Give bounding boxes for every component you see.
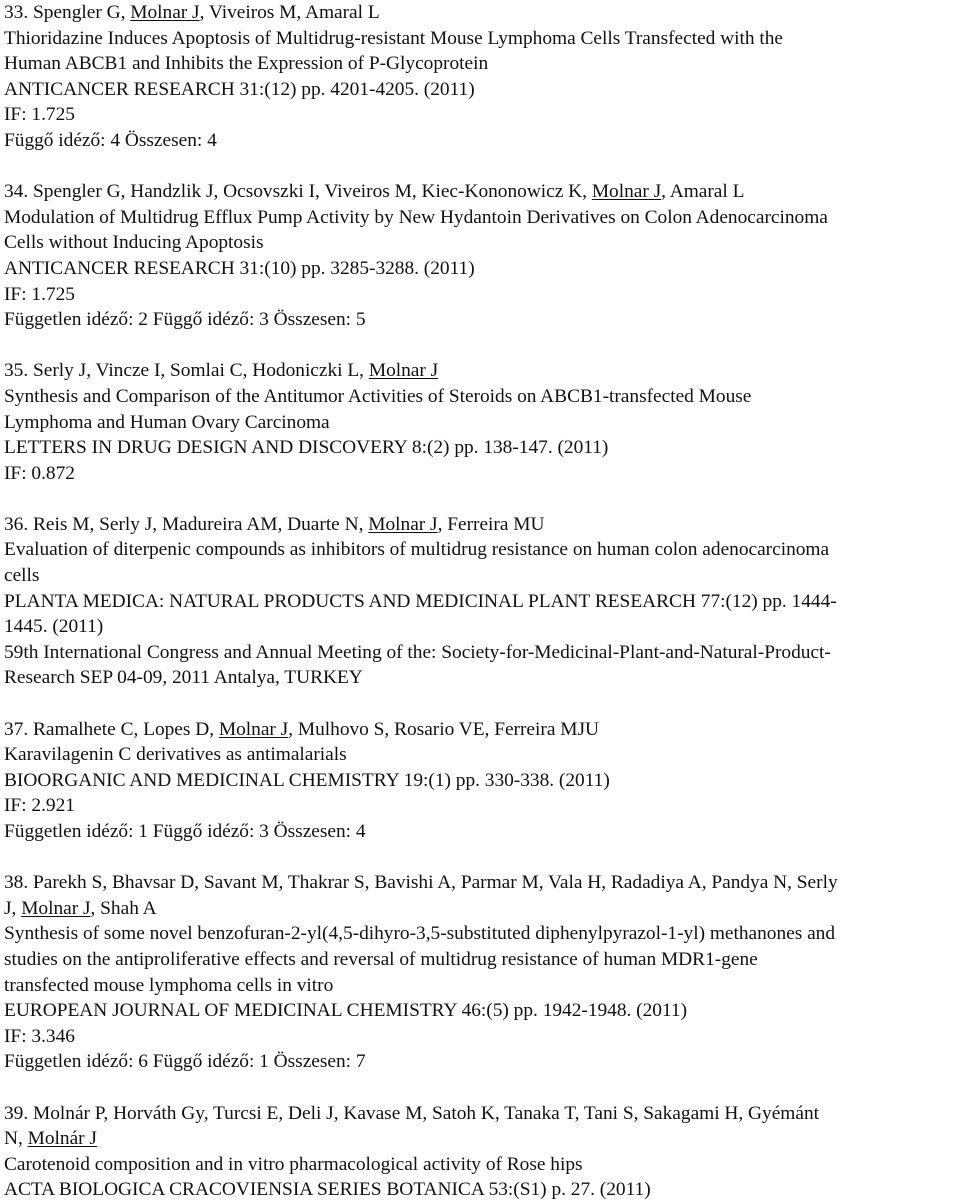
entry-line — [4, 1049, 960, 1075]
entry-text: , Amaral L — [661, 181, 745, 203]
entry-line — [4, 410, 960, 436]
entry-line — [4, 973, 960, 999]
publication-entry — [4, 870, 960, 1075]
entry-text: Evaluation of diterpenic compounds as inhibitors of multidrug resistance on human colon adenocarcinoma — [4, 539, 830, 561]
entry-spacer — [4, 333, 960, 359]
entry-text: 1445. (2011) — [4, 616, 104, 638]
entry-text: Carotenoid composition and in vitro pharmacological activity of Rose hips — [4, 1153, 583, 1175]
entry-text: 59th International Congress and Annual Meeting of the: Society-for-Medicinal-Plant-and-Natural-Product- — [4, 641, 831, 663]
entry-text: IF: 1.725 — [4, 283, 75, 305]
entry-text: Lymphoma and Human Ovary Carcinoma — [4, 411, 330, 433]
entry-line — [4, 819, 960, 845]
entry-text: IF: 0.872 — [4, 462, 75, 484]
publication-entry — [4, 358, 960, 486]
entry-line — [4, 282, 960, 308]
publication-entry — [4, 0, 960, 154]
entry-line — [4, 614, 960, 640]
entry-text: ANTICANCER RESEARCH 31:(10) pp. 3285-3288. (2011) — [4, 257, 475, 279]
entry-line — [4, 921, 960, 947]
entry-text: Synthesis of some novel benzofuran-2-yl(4,5-dihyro-3,5-substituted diphenylpyrazol-1-yl) methanones and — [4, 923, 836, 945]
entry-text: , Shah A — [90, 897, 157, 919]
entry-spacer — [4, 691, 960, 717]
entry-line — [4, 1024, 960, 1050]
highlighted-author: Molnár J — [27, 1128, 97, 1150]
highlighted-author: Molnar J — [218, 718, 289, 740]
entry-spacer — [4, 1075, 960, 1101]
publication-entry — [4, 179, 960, 333]
entry-text: PLANTA MEDICA: NATURAL PRODUCTS AND MEDICINAL PLANT RESEARCH 77:(12) pp. 1444- — [4, 590, 837, 612]
highlighted-author: Molnar J — [21, 897, 91, 919]
entry-line — [4, 768, 960, 794]
entry-line — [4, 256, 960, 282]
entry-text: cells — [4, 565, 40, 587]
entry-text: IF: 2.921 — [4, 795, 75, 817]
entry-line — [4, 205, 960, 231]
entry-line — [4, 230, 960, 256]
entry-text: Research SEP 04-09, 2011 Antalya, TURKEY — [4, 667, 363, 689]
entry-text: Cells without Inducing Apoptosis — [4, 232, 264, 254]
entry-text: ACTA BIOLOGICA CRACOVIENSIA SERIES BOTANICA 53:(S1) p. 27. (2011) — [4, 1179, 651, 1201]
entry-line — [4, 665, 960, 691]
entry-text: Független idéző: 2 Függő idéző: 3 Összesen: 5 — [4, 309, 366, 331]
entry-text: 37. Ramalhete C, Lopes D, — [4, 718, 219, 740]
highlighted-author: Molnar J — [591, 181, 662, 203]
entry-text: EUROPEAN JOURNAL OF MEDICINAL CHEMISTRY 46:(5) pp. 1942-1948. (2011) — [4, 1000, 688, 1022]
entry-text: , Ferreira MU — [437, 513, 545, 535]
entry-line — [4, 896, 960, 922]
entry-line — [4, 537, 960, 563]
highlighted-author: Molnar J — [130, 2, 200, 23]
entry-line — [4, 870, 960, 896]
publication-entry — [4, 717, 960, 845]
entry-line — [4, 307, 960, 333]
entry-line — [4, 128, 960, 154]
entry-line — [4, 1101, 960, 1127]
entry-spacer — [4, 845, 960, 871]
entry-line — [4, 26, 960, 52]
entry-line — [4, 102, 960, 128]
entry-line — [4, 640, 960, 666]
entry-line — [4, 947, 960, 973]
entry-text: BIOORGANIC AND MEDICINAL CHEMISTRY 19:(1) pp. 330-338. (2011) — [4, 769, 610, 791]
entry-line — [4, 563, 960, 589]
entry-text: Független idéző: 1 Függő idéző: 3 Összesen: 4 — [4, 821, 366, 842]
entry-text: Modulation of Multidrug Efflux Pump Activity by New Hydantoin Derivatives on Colon Adenocarcinoma — [4, 206, 828, 228]
entry-text: LETTERS IN DRUG DESIGN AND DISCOVERY 8:(2) pp. 138-147. (2011) — [4, 437, 609, 459]
entry-text: 38. Parekh S, Bhavsar D, Savant M, Thakrar S, Bavishi A, Parmar M, Vala H, Radadiya A, Pandya N, Serly — [4, 872, 838, 894]
entry-line — [4, 717, 960, 743]
entry-line — [4, 51, 960, 77]
entry-text: N, — [4, 1128, 28, 1150]
publication-entry — [4, 1101, 960, 1203]
entry-line — [4, 77, 960, 103]
entry-spacer — [4, 486, 960, 512]
entry-text: transfected mouse lymphoma cells in vitro — [4, 974, 334, 996]
entry-line — [4, 358, 960, 384]
entry-text: 35. Serly J, Vincze I, Somlai C, Hodoniczki L, — [4, 360, 369, 382]
entry-line — [4, 512, 960, 538]
entry-spacer — [4, 154, 960, 180]
entry-line — [4, 461, 960, 487]
entry-text: Thioridazine Induces Apoptosis of Multidrug-resistant Mouse Lymphoma Cells Transfected with the — [4, 27, 784, 49]
entry-line — [4, 1177, 960, 1203]
entry-text: Függő idéző: 4 Összesen: 4 — [4, 129, 217, 151]
entry-line — [4, 589, 960, 615]
entry-line — [4, 1152, 960, 1178]
entry-text: J, — [4, 897, 22, 919]
entry-text: , Mulhovo S, Rosario VE, Ferreira MJU — [288, 718, 599, 740]
entry-text: 34. Spengler G, Handzlik J, Ocsovszki I, Viveiros M, Kiec-Kononowicz K, — [4, 181, 592, 203]
entry-line — [4, 1126, 960, 1152]
entry-text: Human ABCB1 and Inhibits the Expression of P-Glycoprotein — [4, 53, 489, 75]
entry-text: Független idéző: 6 Függő idéző: 1 Összesen: 7 — [4, 1051, 366, 1073]
entry-text: 36. Reis M, Serly J, Madureira AM, Duarte N, — [4, 513, 369, 535]
entry-text: IF: 1.725 — [4, 104, 75, 126]
entry-line — [4, 998, 960, 1024]
entry-text: ANTICANCER RESEARCH 31:(12) pp. 4201-4205. (2011) — [4, 78, 475, 100]
highlighted-author: Molnar J — [368, 513, 438, 535]
entry-text: 33. Spengler G, — [4, 2, 131, 23]
publication-list — [4, 0, 960, 1203]
publication-entry — [4, 512, 960, 691]
entry-text: , Viveiros M, Amaral L — [199, 2, 380, 23]
entry-text: Karavilagenin C derivatives as antimalarials — [4, 744, 347, 766]
entry-line — [4, 435, 960, 461]
entry-line — [4, 179, 960, 205]
entry-text: Synthesis and Comparison of the Antitumor Activities of Steroids on ABCB1-transfected Mouse — [4, 385, 752, 407]
highlighted-author: Molnar J — [368, 360, 439, 382]
entry-line — [4, 384, 960, 410]
entry-line — [4, 0, 960, 26]
entry-text: IF: 3.346 — [4, 1025, 75, 1047]
entry-line — [4, 742, 960, 768]
entry-text: studies on the antiproliferative effects and reversal of multidrug resistance of human MDR1-gene — [4, 948, 758, 970]
entry-text: 39. Molnár P, Horváth Gy, Turcsi E, Deli J, Kavase M, Satoh K, Tanaka T, Tani S, Sakagami H, Gyémánt — [4, 1102, 819, 1124]
entry-line — [4, 793, 960, 819]
